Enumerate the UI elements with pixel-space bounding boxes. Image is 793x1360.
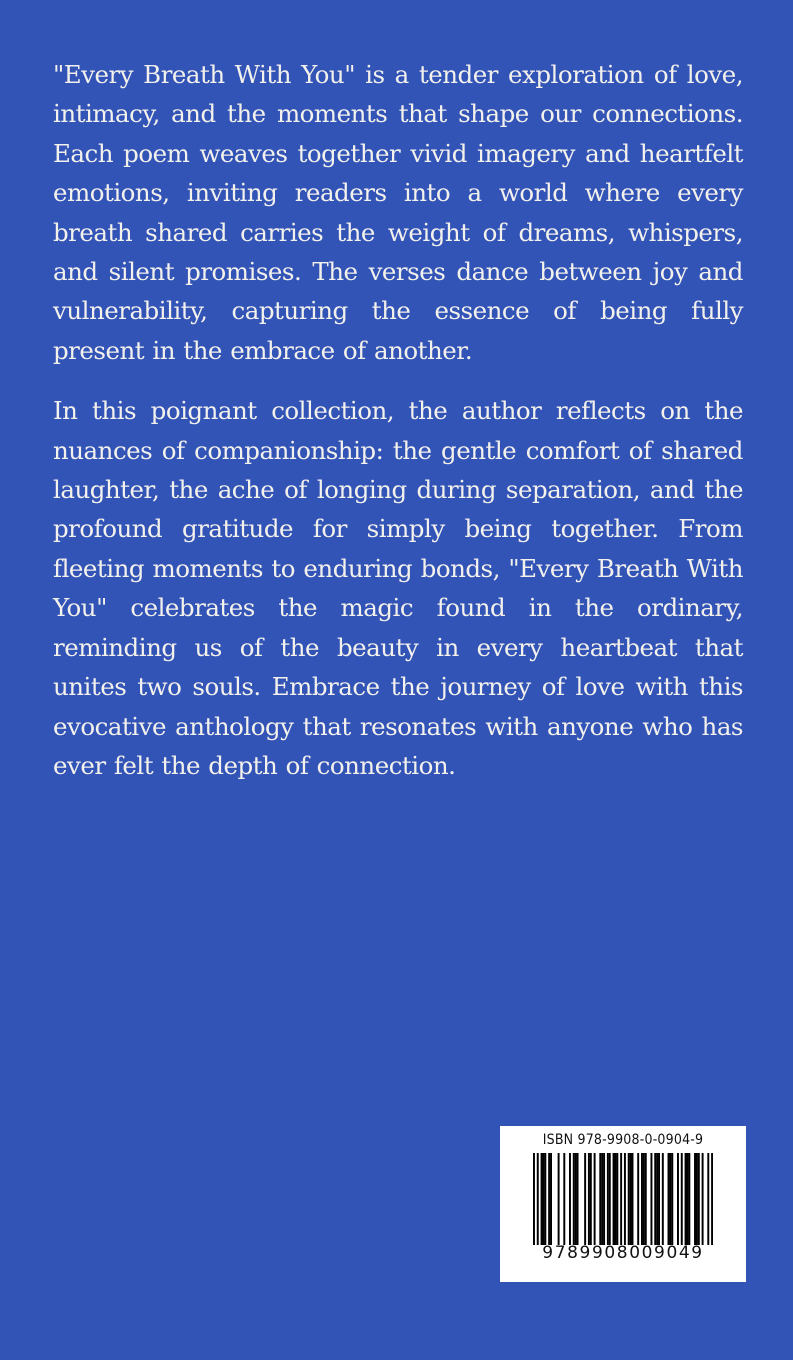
barcode-bar xyxy=(558,1153,560,1245)
barcode-bar xyxy=(698,1153,700,1245)
barcode-bar xyxy=(654,1153,656,1245)
barcode-bar xyxy=(685,1153,687,1245)
isbn-label: ISBN 978-9908-0-0904-9 xyxy=(542,1132,704,1148)
barcode-bar xyxy=(573,1153,575,1245)
barcode-bar xyxy=(702,1153,704,1245)
barcode-bar xyxy=(669,1153,671,1245)
barcode-bar xyxy=(609,1153,611,1245)
barcode-bar xyxy=(668,1153,670,1245)
isbn-barcode-box xyxy=(500,1126,746,1282)
barcode-bar xyxy=(641,1153,643,1245)
barcode-bar xyxy=(614,1153,616,1245)
barcode-bar xyxy=(594,1153,596,1245)
barcode-bar xyxy=(533,1153,535,1245)
barcode-bar xyxy=(601,1153,603,1245)
barcode-bar xyxy=(544,1153,546,1245)
blurb-text xyxy=(53,55,743,806)
barcode-bar xyxy=(584,1153,586,1245)
barcode-bar xyxy=(630,1153,632,1245)
barcode-bar xyxy=(656,1153,658,1245)
barcode-bar xyxy=(575,1153,577,1245)
barcode-bar xyxy=(541,1153,543,1245)
barcode-bar xyxy=(620,1153,622,1245)
barcode-bar xyxy=(662,1153,664,1245)
barcode-bar xyxy=(677,1153,679,1245)
barcode-bar xyxy=(643,1153,645,1245)
barcode-bar xyxy=(688,1153,690,1245)
barcode-bar xyxy=(542,1153,544,1245)
barcode-bar xyxy=(550,1153,552,1245)
barcode-bar xyxy=(686,1153,688,1245)
barcode-bar xyxy=(711,1153,713,1245)
barcode-bar xyxy=(613,1153,615,1245)
barcode-bar xyxy=(563,1153,565,1245)
barcode-bar xyxy=(637,1153,639,1245)
barcode-bar xyxy=(607,1153,609,1245)
barcode-bar xyxy=(694,1153,696,1245)
barcode-bar xyxy=(588,1153,590,1245)
barcode-bar xyxy=(603,1153,605,1245)
barcode-bar xyxy=(671,1153,673,1245)
barcode-digits: 9789908009049 xyxy=(542,1243,704,1263)
barcode-bar xyxy=(696,1153,698,1245)
barcode-bar xyxy=(624,1153,626,1245)
barcode-bar xyxy=(599,1153,601,1245)
barcode-bar xyxy=(616,1153,618,1245)
blurb-paragraph-2: In this poignant collection, the author reflects on the nuances of companionship: the gentle comfort of shared laughter, the ache of longing during separation, and the profound gratitude for simply being together. From fleeting moments to enduring bonds, "Every Breath With You" celebrates the magic found in the ordinary, reminding us of the beauty in every heartbeat that unites two souls. Embrace the journey of love with this evocative anthology that resonates with anyone who has ever felt the depth of connection. xyxy=(53,396,743,780)
barcode-bar xyxy=(628,1153,630,1245)
barcode-bar xyxy=(537,1153,539,1245)
barcode-bar xyxy=(707,1153,709,1245)
barcode-bar xyxy=(650,1153,652,1245)
barcode-bar xyxy=(658,1153,660,1245)
barcode-bar xyxy=(548,1153,550,1245)
barcode-bar xyxy=(632,1153,634,1245)
barcode-bar xyxy=(590,1153,592,1245)
barcode-bar xyxy=(569,1153,571,1245)
blurb-paragraph-1: "Every Breath With You" is a tender exploration of love, intimacy, and the moments that shape our connections. Each poem weaves together vivid imagery and heartfelt emotions, inviting readers into a world where every breath shared carries the weight of dreams, whispers, and silent promises. The verses dance between joy and vulnerability, capturing the essence of being fully present in the embrace of another. xyxy=(53,60,743,365)
barcode-bar xyxy=(681,1153,683,1245)
barcode-bar xyxy=(577,1153,579,1245)
barcode-bar xyxy=(645,1153,647,1245)
barcode-bars xyxy=(533,1153,713,1245)
